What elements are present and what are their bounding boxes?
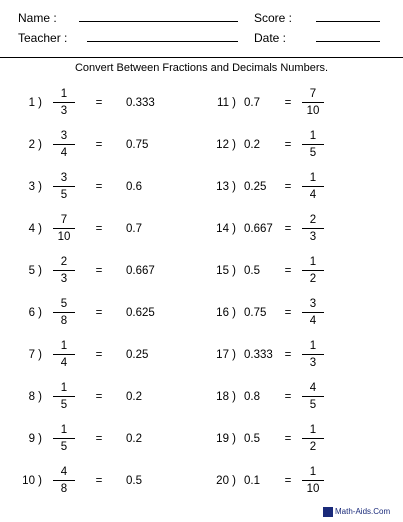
decimal-value: 0.333 bbox=[126, 97, 155, 109]
fraction-denominator: 8 bbox=[60, 483, 68, 495]
decimal-value: 0.625 bbox=[126, 307, 155, 319]
fraction-bar bbox=[302, 228, 324, 229]
fraction-denominator: 10 bbox=[306, 483, 320, 495]
problem-number: 16 ) bbox=[216, 307, 236, 319]
problem-number: 12 ) bbox=[216, 139, 236, 151]
problem-number: 17 ) bbox=[216, 349, 236, 361]
decimal-value: 0.75 bbox=[244, 307, 267, 319]
fraction-numerator: 3 bbox=[60, 172, 68, 184]
fraction-numerator: 7 bbox=[309, 88, 317, 100]
fraction-bar bbox=[302, 354, 324, 355]
problem-number: 7 ) bbox=[28, 349, 42, 361]
score-line[interactable] bbox=[316, 21, 380, 22]
equals-sign: = bbox=[284, 433, 292, 445]
fraction bbox=[302, 339, 324, 370]
fraction-numerator: 3 bbox=[309, 298, 317, 310]
decimal-value: 0.5 bbox=[244, 433, 260, 445]
equals-sign: = bbox=[95, 181, 103, 193]
fraction-numerator: 1 bbox=[60, 382, 68, 394]
fraction-bar bbox=[302, 144, 324, 145]
equals-sign: = bbox=[95, 391, 103, 403]
fraction-numerator: 4 bbox=[309, 382, 317, 394]
fraction-numerator: 1 bbox=[60, 340, 68, 352]
problem-number: 11 ) bbox=[217, 97, 236, 109]
logo-text: Math-Aids.Com bbox=[335, 507, 391, 517]
equals-sign: = bbox=[95, 265, 103, 277]
problem-row bbox=[0, 423, 403, 455]
fraction-denominator: 4 bbox=[309, 315, 317, 327]
decimal-value: 0.8 bbox=[244, 391, 260, 403]
fraction-denominator: 8 bbox=[60, 315, 68, 327]
decimal-value: 0.2 bbox=[126, 433, 142, 445]
problem-row bbox=[0, 171, 403, 203]
problem-number: 9 ) bbox=[28, 433, 42, 445]
problem-number: 1 ) bbox=[28, 97, 42, 109]
problem-number: 6 ) bbox=[28, 307, 42, 319]
problem-number: 14 ) bbox=[216, 223, 236, 235]
fraction bbox=[302, 255, 324, 286]
fraction-denominator: 5 bbox=[60, 189, 68, 201]
equals-sign: = bbox=[284, 139, 292, 151]
fraction-bar bbox=[302, 270, 324, 271]
fraction bbox=[302, 171, 324, 202]
fraction-numerator: 2 bbox=[309, 214, 317, 226]
problem-number: 5 ) bbox=[28, 265, 42, 277]
fraction-numerator: 5 bbox=[60, 298, 68, 310]
problem-number: 18 ) bbox=[216, 391, 236, 403]
fraction-denominator: 3 bbox=[309, 357, 317, 369]
fraction-numerator: 1 bbox=[60, 424, 68, 436]
fraction-denominator: 4 bbox=[60, 147, 68, 159]
fraction bbox=[302, 381, 324, 412]
fraction-denominator: 5 bbox=[60, 399, 68, 411]
problem-number: 8 ) bbox=[28, 391, 42, 403]
fraction-denominator: 3 bbox=[60, 273, 68, 285]
name-label: Name : bbox=[18, 11, 57, 25]
decimal-value: 0.25 bbox=[126, 349, 149, 361]
fraction-denominator: 4 bbox=[309, 189, 317, 201]
equals-sign: = bbox=[284, 181, 292, 193]
equals-sign: = bbox=[95, 223, 103, 235]
fraction-numerator: 1 bbox=[309, 340, 317, 352]
fraction bbox=[302, 465, 324, 496]
problem-row bbox=[0, 255, 403, 287]
equals-sign: = bbox=[95, 433, 103, 445]
fraction-bar bbox=[302, 438, 324, 439]
fraction-denominator: 10 bbox=[57, 231, 71, 243]
decimal-value: 0.75 bbox=[126, 139, 149, 151]
score-label: Score : bbox=[254, 11, 293, 25]
decimal-value: 0.5 bbox=[126, 475, 142, 487]
fraction-denominator: 3 bbox=[309, 231, 317, 243]
fraction-numerator: 1 bbox=[309, 172, 317, 184]
decimal-value: 0.667 bbox=[126, 265, 155, 277]
fraction-numerator: 1 bbox=[309, 256, 317, 268]
fraction-denominator: 5 bbox=[309, 147, 317, 159]
fraction bbox=[302, 213, 324, 244]
date-label: Date : bbox=[254, 31, 287, 45]
problem-number: 10 ) bbox=[22, 475, 42, 487]
problem-row bbox=[0, 297, 403, 329]
problem-row bbox=[0, 381, 403, 413]
fraction-bar bbox=[302, 480, 324, 481]
equals-sign: = bbox=[95, 475, 103, 487]
problem-number: 2 ) bbox=[28, 139, 42, 151]
decimal-value: 0.1 bbox=[244, 475, 260, 487]
fraction-numerator: 3 bbox=[60, 130, 68, 142]
fraction bbox=[302, 423, 324, 454]
fraction bbox=[302, 297, 324, 328]
problem-row bbox=[0, 213, 403, 245]
problem-number: 20 ) bbox=[216, 475, 236, 487]
fraction-denominator: 2 bbox=[309, 441, 317, 453]
fraction-numerator: 1 bbox=[309, 130, 317, 142]
fraction-denominator: 3 bbox=[60, 105, 68, 117]
problem-number: 15 ) bbox=[216, 265, 236, 277]
name-line[interactable] bbox=[79, 21, 238, 22]
equals-sign: = bbox=[284, 265, 292, 277]
equals-sign: = bbox=[95, 139, 103, 151]
header-divider bbox=[0, 57, 403, 58]
fraction-denominator: 5 bbox=[309, 399, 317, 411]
decimal-value: 0.333 bbox=[244, 349, 273, 361]
fraction-denominator: 10 bbox=[306, 105, 320, 117]
fraction-numerator: 1 bbox=[309, 424, 317, 436]
problem-number: 4 ) bbox=[28, 223, 42, 235]
fraction-numerator: 4 bbox=[60, 466, 68, 478]
date-line[interactable] bbox=[316, 41, 380, 42]
equals-sign: = bbox=[284, 391, 292, 403]
math-aids-logo bbox=[323, 503, 390, 515]
problem-row bbox=[0, 129, 403, 161]
problem-row bbox=[0, 339, 403, 371]
fraction-denominator: 5 bbox=[60, 441, 68, 453]
fraction bbox=[302, 129, 324, 160]
problem-number: 3 ) bbox=[28, 181, 42, 193]
teacher-line[interactable] bbox=[87, 41, 238, 42]
problem-row bbox=[0, 465, 403, 497]
decimal-value: 0.667 bbox=[244, 223, 273, 235]
decimal-value: 0.25 bbox=[244, 181, 267, 193]
fraction-denominator: 2 bbox=[309, 273, 317, 285]
problem-number: 13 ) bbox=[216, 181, 236, 193]
equals-sign: = bbox=[284, 475, 292, 487]
decimal-value: 0.5 bbox=[244, 265, 260, 277]
equals-sign: = bbox=[95, 349, 103, 361]
fraction-numerator: 1 bbox=[60, 88, 68, 100]
fraction-numerator: 1 bbox=[309, 466, 317, 478]
equals-sign: = bbox=[95, 307, 103, 319]
fraction-numerator: 2 bbox=[60, 256, 68, 268]
decimal-value: 0.7 bbox=[126, 223, 142, 235]
equals-sign: = bbox=[95, 97, 103, 109]
equals-sign: = bbox=[284, 349, 292, 361]
fraction-numerator: 7 bbox=[60, 214, 68, 226]
fraction-denominator: 4 bbox=[60, 357, 68, 369]
decimal-value: 0.7 bbox=[244, 97, 260, 109]
equals-sign: = bbox=[284, 223, 292, 235]
decimal-value: 0.2 bbox=[126, 391, 142, 403]
fraction bbox=[302, 87, 324, 118]
problem-number: 19 ) bbox=[216, 433, 236, 445]
worksheet-title: Convert Between Fractions and Decimals Numbers. bbox=[74, 62, 329, 74]
decimal-value: 0.2 bbox=[244, 139, 260, 151]
fraction-bar bbox=[302, 312, 324, 313]
equals-sign: = bbox=[284, 307, 292, 319]
teacher-label: Teacher : bbox=[18, 31, 68, 45]
fraction-bar bbox=[302, 396, 324, 397]
logo-square-icon bbox=[323, 507, 333, 517]
fraction-bar bbox=[302, 102, 324, 103]
decimal-value: 0.6 bbox=[126, 181, 142, 193]
equals-sign: = bbox=[284, 97, 292, 109]
fraction-bar bbox=[302, 186, 324, 187]
problem-row bbox=[0, 87, 403, 119]
